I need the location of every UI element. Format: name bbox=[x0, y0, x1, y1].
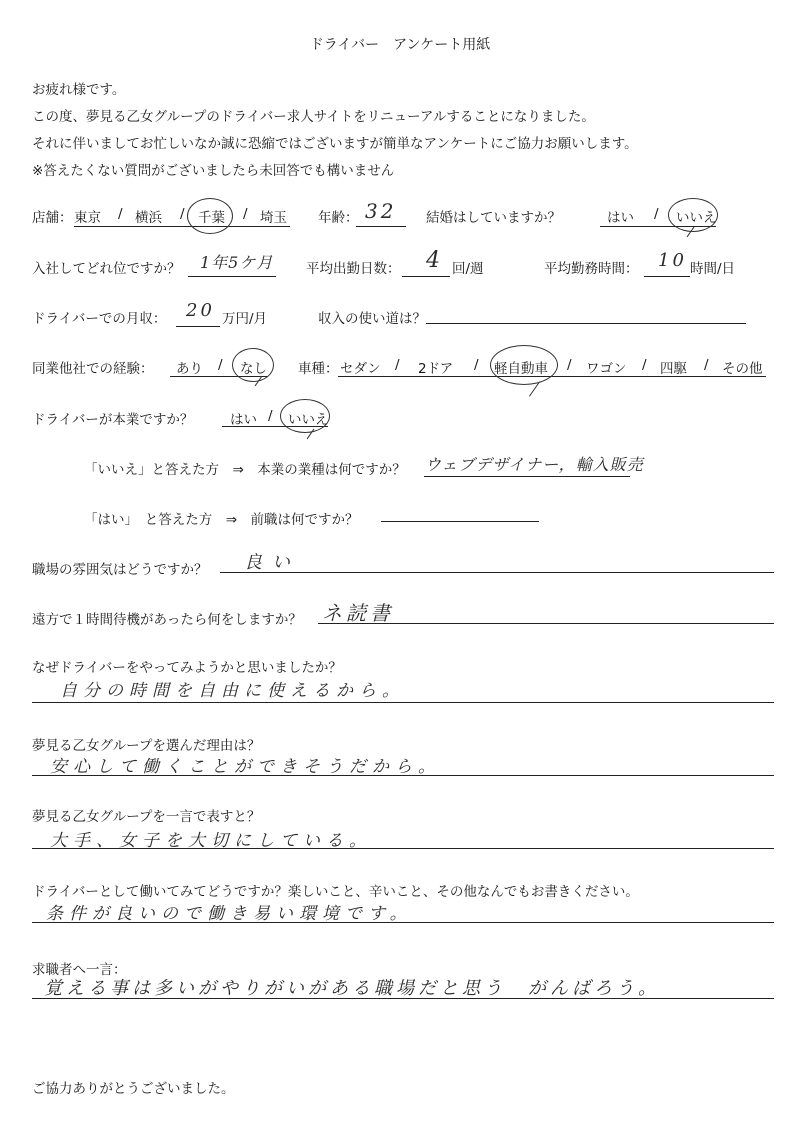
page-title: ドライバー アンケート用紙 bbox=[309, 37, 491, 53]
store-underline bbox=[74, 226, 290, 227]
hours-unit: 時間/日 bbox=[690, 261, 736, 277]
experience-text-label: ドライバーとして働いてみてどうですか？楽しいこと、辛いこと、その他なんでもお書きください。 bbox=[32, 884, 639, 900]
age-label: 年齢： bbox=[318, 210, 359, 226]
car-label: 車種： bbox=[298, 361, 339, 377]
income-label: ドライバーでの月収： bbox=[32, 311, 167, 327]
why-group-label: 夢見る乙女グループを選んだ理由は？ bbox=[32, 738, 261, 754]
separator: / bbox=[567, 357, 572, 373]
experience-text-underline bbox=[32, 922, 774, 923]
tenure-value: 1年5ケ月 bbox=[200, 253, 274, 272]
married-no[interactable]: いいえ bbox=[676, 210, 717, 226]
message-label: 求職者へ一言： bbox=[32, 962, 127, 978]
experience-yes[interactable]: あり bbox=[176, 361, 203, 377]
why-driver-underline bbox=[32, 702, 774, 703]
hours-underline bbox=[644, 276, 690, 277]
car-option-4wd[interactable]: 四駆 bbox=[660, 361, 687, 377]
main-job-no[interactable]: いいえ bbox=[288, 412, 329, 428]
main-job-yes[interactable]: はい bbox=[230, 412, 257, 428]
if-yes-label: 「はい」 と答えた方 ⇒ 前職は何ですか？ bbox=[84, 512, 359, 528]
car-option-wagon[interactable]: ワゴン bbox=[586, 361, 627, 377]
if-no-label: 「いいえ」と答えた方 ⇒ 本業の業種は何ですか？ bbox=[84, 462, 406, 478]
separator: / bbox=[243, 206, 248, 222]
why-group-value: 安心して働くことができそうだから。 bbox=[50, 757, 441, 777]
why-driver-label: なぜドライバーをやってみようかと思いましたか？ bbox=[32, 660, 342, 676]
store-option-yokohama[interactable]: 横浜 bbox=[135, 210, 162, 226]
intro-line: ※答えたくない質問がございましたら未回答でも構いません bbox=[32, 163, 395, 179]
if-yes-underline[interactable] bbox=[381, 521, 539, 522]
atmosphere-underline bbox=[220, 572, 774, 573]
attendance-label: 平均出勤日数： bbox=[306, 261, 401, 277]
hours-label: 平均勤務時間： bbox=[544, 261, 639, 277]
income-unit: 万円/月 bbox=[222, 311, 268, 327]
hours-value: 10 bbox=[658, 250, 687, 271]
attendance-underline bbox=[402, 276, 450, 277]
age-underline bbox=[356, 226, 406, 227]
tenure-label: 入社してどれ位ですか？ bbox=[32, 261, 181, 277]
intro-line: この度、夢見る乙女グループのドライバー求人サイトをリニューアルすることになりました。 bbox=[32, 109, 595, 125]
married-yes[interactable]: はい bbox=[607, 210, 634, 226]
experience-no[interactable]: なし bbox=[240, 361, 267, 377]
car-option-other[interactable]: その他 bbox=[722, 361, 763, 377]
selection-circle bbox=[490, 345, 558, 385]
store-label: 店舗： bbox=[32, 210, 73, 226]
car-option-sedan[interactable]: セダン bbox=[340, 361, 381, 377]
separator: / bbox=[395, 357, 400, 373]
store-option-chiba[interactable]: 千葉 bbox=[198, 210, 225, 226]
attendance-value: 4 bbox=[426, 248, 443, 273]
intro-line: それに伴いましてお忙しいなか誠に恐縮ではございますが簡単なアンケートにご協力お願いします。 bbox=[32, 136, 638, 152]
closing-text: ご協力ありがとうございました。 bbox=[32, 1081, 235, 1097]
separator: / bbox=[218, 357, 223, 373]
main-job-label: ドライバーが本業ですか？ bbox=[32, 412, 194, 428]
income-use-underline[interactable] bbox=[426, 323, 746, 324]
separator: / bbox=[118, 206, 123, 222]
separator: / bbox=[268, 408, 273, 424]
income-underline bbox=[176, 326, 220, 327]
one-word-label: 夢見る乙女グループを一言で表すと？ bbox=[32, 809, 261, 825]
store-option-saitama[interactable]: 埼玉 bbox=[260, 210, 287, 226]
income-value: 20 bbox=[186, 300, 215, 321]
separator: / bbox=[642, 357, 647, 373]
message-value: 覚える事は多いがやりがいがある職場だと思う がんばろう。 bbox=[44, 978, 660, 999]
age-value: 32 bbox=[365, 199, 397, 223]
car-option-kei[interactable]: 軽自動車 bbox=[494, 361, 548, 377]
one-word-underline bbox=[32, 848, 774, 849]
why-driver-value: 自分の時間を自由に使えるから。 bbox=[60, 681, 405, 701]
if-no-value: ウェブデザイナー，輸入販売 bbox=[425, 455, 644, 474]
selection-circle bbox=[280, 399, 330, 433]
store-option-tokyo[interactable]: 東京 bbox=[74, 210, 101, 226]
experience-label: 同業他社での経験： bbox=[32, 361, 154, 377]
atmosphere-value: 良い bbox=[244, 552, 300, 573]
experience-text-value: 条件が良いので働き易い環境です。 bbox=[46, 904, 413, 924]
income-use-label: 収入の使い道は？ bbox=[318, 311, 426, 327]
message-underline bbox=[32, 998, 774, 999]
intro-line: お疲れ様です。 bbox=[32, 82, 126, 98]
attendance-unit: 回/週 bbox=[452, 261, 484, 277]
waiting-label: 遠方で１時間待機があったら何をしますか？ bbox=[32, 612, 302, 628]
separator: / bbox=[180, 206, 185, 222]
why-group-underline bbox=[32, 775, 774, 776]
tenure-underline bbox=[188, 276, 276, 277]
atmosphere-label: 職場の雰囲気はどうですか？ bbox=[32, 562, 208, 578]
one-word-value: 大手、女子を大切にしている。 bbox=[50, 831, 372, 851]
waiting-underline bbox=[318, 623, 774, 624]
if-no-underline bbox=[424, 476, 630, 477]
separator: / bbox=[704, 357, 709, 373]
married-label: 結婚はしていますか？ bbox=[426, 210, 561, 226]
waiting-value: ネ読書 bbox=[322, 601, 394, 625]
selection-circle bbox=[232, 348, 274, 382]
car-option-2door[interactable]: 2ドア bbox=[418, 361, 454, 377]
separator: / bbox=[654, 206, 659, 222]
selection-circle bbox=[187, 198, 233, 234]
separator: / bbox=[474, 357, 479, 373]
